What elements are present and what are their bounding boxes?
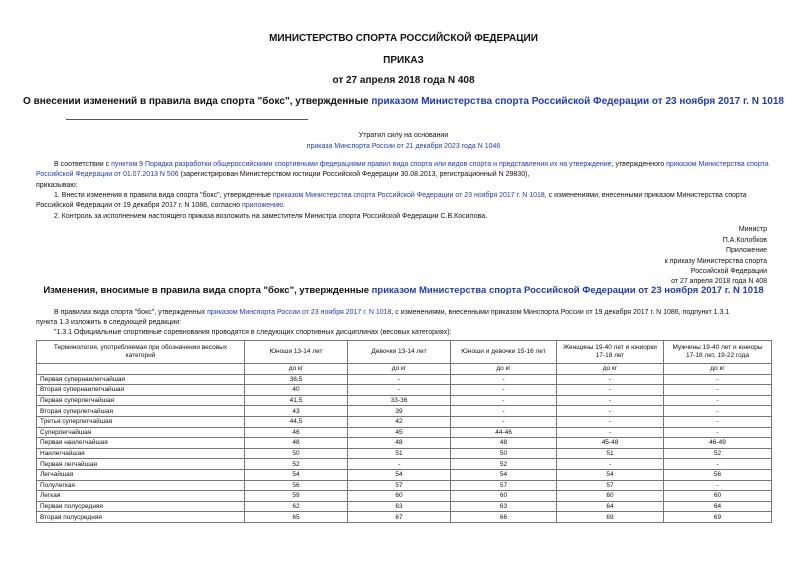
weight-limit-cell: 65	[245, 512, 348, 523]
preamble-text-b: , утвержденного	[611, 161, 667, 168]
weight-limit-cell: 54	[451, 469, 557, 480]
changes-text-b: , с изменениями, внесенными приказом Минспорта России от 19 декабря 2017 г. N 1086, подпункт 1.3.1	[391, 309, 730, 316]
weight-category-name: Легчайшая	[37, 469, 245, 480]
table-row	[37, 427, 772, 438]
weight-limit-cell: 69	[664, 512, 772, 523]
table-row	[37, 512, 772, 523]
weight-limit-cell: 66	[451, 512, 557, 523]
weight-limit-cell: 54	[557, 469, 664, 480]
weight-limit-cell: -	[664, 459, 772, 470]
units-cell: до кг	[348, 364, 451, 375]
weight-category-name: Вторая супернаилегчайшая	[37, 385, 245, 396]
changes-text-a: В правилах вида спорта "бокс", утвержденных	[54, 309, 208, 316]
preamble-link-order-506[interactable]: приказом Министерства спорта Российской Федерации от 01.07.2013 N 506	[36, 161, 769, 178]
weight-limit-cell: -	[664, 480, 772, 491]
weight-categories-table	[36, 340, 772, 523]
weight-limit-cell: 56	[245, 480, 348, 491]
subclause-intro: "1.3.1 Официальные спортивные соревнования проводятся в следующих спортивных дисциплинах (весовых категориях):	[54, 329, 452, 336]
table-row	[37, 491, 772, 502]
weight-limit-cell: 33-36	[348, 395, 451, 406]
weight-limit-cell: -	[557, 395, 664, 406]
weight-limit-cell: 64	[664, 501, 772, 512]
weight-limit-cell: 41,5	[245, 395, 348, 406]
weight-limit-cell: 43	[245, 406, 348, 417]
weight-category-name: Наилегчайшая	[37, 448, 245, 459]
weight-category-name: Суперлегчайшая	[37, 427, 245, 438]
changes-link-order-1018[interactable]: приказом Минспорта России от 23 ноября 2017 г. N 1018	[207, 309, 392, 316]
table-row	[37, 438, 772, 449]
weight-limit-cell: -	[557, 416, 664, 427]
weight-limit-cell: 57	[557, 480, 664, 491]
weight-limit-cell: 44,5	[245, 416, 348, 427]
appendix-label: Приложение	[725, 247, 767, 254]
signature-name: П.А.Колобков	[722, 237, 767, 244]
weight-limit-cell: 60	[348, 491, 451, 502]
table-row	[37, 459, 772, 470]
item-1-text-b: , с изменениями, внесенными приказом Министерства спорта Российской Федерации от 19 декабря 2017 г. N 1086, согласно	[36, 192, 747, 209]
order-title	[0, 96, 807, 107]
weight-limit-cell: 54	[348, 469, 451, 480]
weight-limit-cell: 38,5	[245, 374, 348, 385]
weight-limit-cell: -	[664, 374, 772, 385]
weight-limit-cell: 40	[245, 385, 348, 396]
weight-limit-cell: 44-46	[451, 427, 557, 438]
item-1-link-order-1018[interactable]: приказом Министерства спорта Российской Федерации от 23 ноября 2017 г. N 1018	[272, 192, 545, 199]
appendix-line-2: Российской Федерации	[690, 268, 767, 275]
changes-paragraph	[36, 308, 771, 318]
weight-limit-cell: 60	[664, 491, 772, 502]
weight-limit-cell: 51	[557, 448, 664, 459]
appendix-line-3: от 27 апреля 2018 года N 408	[671, 278, 767, 285]
weight-limit-cell: 52	[451, 459, 557, 470]
header-terminology: Терминология, употребляемая при обозначении весовых категорий	[37, 341, 245, 364]
weight-category-name: Первая легчайшая	[37, 459, 245, 470]
weight-category-name: Легкая	[37, 491, 245, 502]
weight-limit-cell: 52	[245, 459, 348, 470]
weight-limit-cell: 48	[451, 438, 557, 449]
changes-title	[0, 285, 807, 296]
weight-limit-cell: -	[664, 385, 772, 396]
header-women: Женщины 19-40 лет и юниорки 17-18 лет	[557, 341, 664, 364]
weight-limit-cell: -	[557, 406, 664, 417]
weight-limit-cell: 39	[348, 406, 451, 417]
weight-limit-cell: 46-49	[664, 438, 772, 449]
header-girls-13-14: Девочки 13-14 лет	[348, 341, 451, 364]
ministry-heading: МИНИСТЕРСТВО СПОРТА РОССИЙСКОЙ ФЕДЕРАЦИИ	[269, 33, 538, 44]
units-cell: до кг	[451, 364, 557, 375]
weight-limit-cell: 46	[245, 427, 348, 438]
order-date-number: от 27 апреля 2018 года N 408	[332, 75, 475, 86]
preamble-text-a: В соответствии с	[54, 161, 112, 168]
weight-limit-cell: 50	[245, 448, 348, 459]
weight-limit-cell: 57	[451, 480, 557, 491]
weight-limit-cell: 50	[451, 448, 557, 459]
weight-limit-cell: 67	[348, 512, 451, 523]
weight-category-name: Вторая полусредняя	[37, 512, 245, 523]
weight-limit-cell: 42	[348, 416, 451, 427]
header-youth-15-16: Юноши и девочки 15-16 лет	[451, 341, 557, 364]
weight-category-name: Первая суперлегчайшая	[37, 395, 245, 406]
weight-limit-cell: -	[348, 374, 451, 385]
weight-limit-cell: 48	[245, 438, 348, 449]
table-row	[37, 448, 772, 459]
table-row	[37, 480, 772, 491]
weight-limit-cell: 57	[348, 480, 451, 491]
table-row	[37, 385, 772, 396]
units-cell: до кг	[245, 364, 348, 375]
weight-category-name: Первая наилегчайшая	[37, 438, 245, 449]
preamble-text-c: (зарегистрирован Министерством юстиции Российской Федерации 30.08.2013, регистрационный N 29830),	[178, 171, 530, 178]
status-note-link[interactable]: приказа Минспорта России от 21 декабря 2023 года N 1046	[306, 143, 501, 150]
weight-limit-cell: 45	[348, 427, 451, 438]
preamble-paragraph	[36, 160, 771, 180]
weight-limit-cell: 60	[451, 491, 557, 502]
item-1-link-appendix[interactable]: приложению	[241, 202, 284, 209]
weight-limit-cell: 56	[664, 469, 772, 480]
item-1-paragraph	[36, 191, 771, 211]
weight-limit-cell: -	[451, 406, 557, 417]
order-word: приказываю:	[36, 182, 78, 189]
table-row	[37, 416, 772, 427]
weight-limit-cell: -	[451, 374, 557, 385]
weight-category-name: Первая полусредняя	[37, 501, 245, 512]
table-row	[37, 406, 772, 417]
weight-limit-cell: 63	[451, 501, 557, 512]
weight-limit-cell: -	[664, 395, 772, 406]
weight-limit-cell: 62	[245, 501, 348, 512]
order-title-text: О внесении изменений в правила вида спорта "бокс", утвержденные	[23, 96, 372, 107]
weight-category-name: Первая супернаилегчайшая	[37, 374, 245, 385]
weight-limit-cell: -	[557, 385, 664, 396]
item-2-paragraph: 2. Контроль за исполнением настоящего приказа возложить на заместителя Министра спорта Российской Федерации С.В.Косилова.	[54, 213, 488, 220]
weight-limit-cell: -	[557, 459, 664, 470]
weight-limit-cell: -	[557, 374, 664, 385]
weight-limit-cell: -	[451, 395, 557, 406]
item-1-text-c: .	[283, 202, 286, 209]
weight-category-name: Вторая суперлегчайшая	[37, 406, 245, 417]
table-row	[37, 501, 772, 512]
table-units-row	[37, 364, 772, 375]
table-row	[37, 374, 772, 385]
item-1-text-a: 1. Внести изменения в правила вида спорта "бокс", утвержденные	[54, 192, 273, 199]
signature-position: Министр	[738, 226, 767, 233]
weight-category-name: Полулегкая	[37, 480, 245, 491]
table-header-row	[37, 341, 772, 364]
header-boys-13-14: Юноши 13-14 лет	[245, 341, 348, 364]
weight-limit-cell: 63	[348, 501, 451, 512]
table-row	[37, 469, 772, 480]
units-cell: до кг	[557, 364, 664, 375]
units-cell: до кг	[664, 364, 772, 375]
weight-limit-cell: -	[664, 406, 772, 417]
weight-limit-cell: -	[557, 427, 664, 438]
changes-title-text: Изменения, вносимые в правила вида спорта "бокс", утвержденные	[43, 285, 372, 296]
weight-limit-cell: 54	[245, 469, 348, 480]
weight-limit-cell: -	[664, 416, 772, 427]
weight-limit-cell: -	[451, 416, 557, 427]
weight-category-name: Третья суперлегчайшая	[37, 416, 245, 427]
weight-limit-cell: 48	[348, 438, 451, 449]
appendix-line-1: к приказу Министерства спорта	[664, 258, 767, 265]
weight-limit-cell: -	[664, 427, 772, 438]
preamble-link-procedure[interactable]: пунктом 9 Порядка разработки общероссийскими спортивными федерациями правил вида спорта или видов спорта и представления их на утверждение	[111, 161, 612, 168]
weight-limit-cell: 60	[557, 491, 664, 502]
changes-paragraph-cont: пункта 1.3 изложить в следующей редакции:	[36, 319, 182, 326]
weight-limit-cell: -	[348, 459, 451, 470]
changes-title-link[interactable]: приказом Министерства спорта Российской Федерации от 23 ноября 2017 г. N 1018	[371, 285, 764, 296]
weight-limit-cell: -	[451, 385, 557, 396]
table-row	[37, 395, 772, 406]
status-note: Утратил силу на основании	[358, 132, 449, 139]
weight-limit-cell: -	[348, 385, 451, 396]
header-men: Мужчины 19-40 лет и юниоры 17-18 лет, 19-22 года	[664, 341, 772, 364]
divider	[66, 119, 308, 120]
weight-limit-cell: 59	[245, 491, 348, 502]
weight-limit-cell: 52	[664, 448, 772, 459]
units-cell-empty	[37, 364, 245, 375]
order-title-link[interactable]: приказом Министерства спорта Российской Федерации от 23 ноября 2017 г. N 1018	[371, 96, 784, 107]
doc-type-heading: ПРИКАЗ	[383, 55, 424, 66]
weight-limit-cell: 69	[557, 512, 664, 523]
weight-limit-cell: 45-48	[557, 438, 664, 449]
weight-limit-cell: 51	[348, 448, 451, 459]
weight-limit-cell: 64	[557, 501, 664, 512]
